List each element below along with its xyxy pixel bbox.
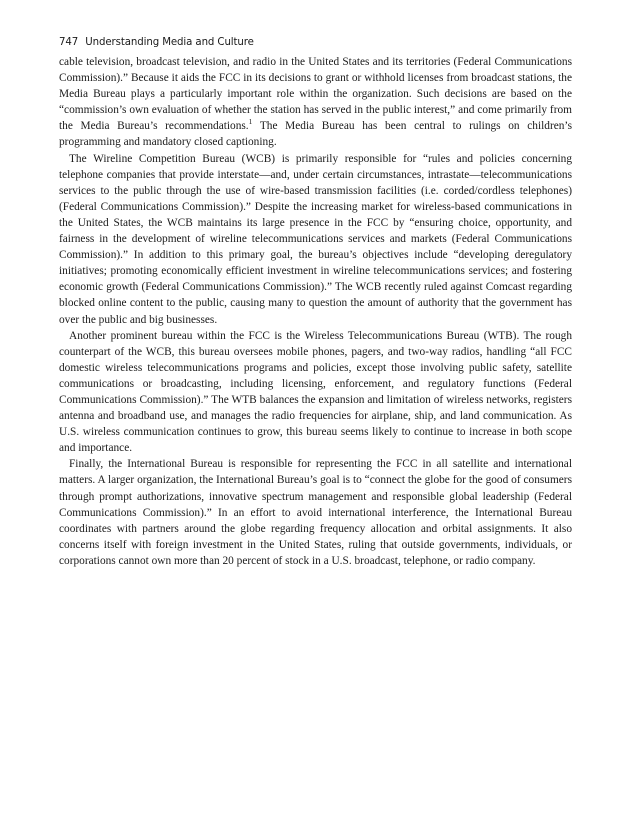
document-page	[59, 36, 572, 569]
paragraph-wireline-bureau: The Wireline Competition Bureau (WCB) is primarily responsible for “rules and policies concerning telephone companies that provide interstate—and, under certain circumstances, intrastate—telecommunications services to the public through the use of wire-based transmission facilities (i.e. corded/cordless telephones) (Federal Communications Commission).” Despite the increasing market for wireless-based communications in the United States, the WCB maintains its large presence in the FCC by “ensuring choice, opportunity, and fairness in the development of wireline telecommunications services and markets (Federal Communications Commission).” In addition to this primary goal, the bureau’s objectives include “developing deregulatory initiatives; promoting economically efficient investment in wireline telecommunications services; and fostering economic growth (Federal Communications Commission).” The WCB recently ruled against Comcast regarding blocked online content to the public, causing many to question the amount of authority that the government has over the public and big businesses.	[59, 152, 572, 326]
book-title: Understanding Media and Culture	[85, 37, 254, 48]
paragraph-international-bureau: Finally, the International Bureau is responsible for representing the FCC in all satellite and international matters. A larger organization, the International Bureau’s goal is to “connect the globe for the good of consumers through prompt authorizations, innovative spectrum management and responsible global leadership (Federal Communications Commission).” In an effort to avoid international interference, the International Bureau coordinates with partners around the globe regarding frequency allocation and orbital assignments. It also concerns itself with foreign investment in the United States, ruling that outside governments, individuals, or corporations cannot own more than 20 percent of stock in a U.S. broadcast, telephone, or radio company.	[59, 458, 572, 567]
paragraph-text: cable television, broadcast television, and radio in the United States and its territories (Federal Communications Commission).” Because it aids the FCC in its decisions to grant or withhold licenses from broadcast stations, the Media Bureau plays a particularly important role within the organization. Such decisions are based on the “commission’s own evaluation of whether the station has served in the public interest,” and come primarily from the Media Bureau’s recommendations.	[59, 56, 572, 133]
running-header	[59, 36, 572, 50]
paragraph-wireless-bureau: Another prominent bureau within the FCC is the Wireless Telecommunications Bureau (WTB). The rough counterpart of the WCB, this bureau oversees mobile phones, pagers, and two-way radios, handling “all FCC domestic wireless telecommunications programs and policies, except those involving public safety, satellite communications or broadcasting, including licensing, enforcement, and regulatory functions (Federal Communications Commission).” The WTB balances the expansion and limitation of wireless networks, registers antenna and broadband use, and manages the radio frequencies for airplane, ship, and land communication. As U.S. wireless communication continues to grow, this bureau seems likely to continue to increase in both scope and importance.	[59, 329, 572, 455]
paragraph-text: The Media Bureau has been central to rulings on children’s programming and mandatory closed captioning.	[59, 120, 572, 149]
page-number: 747	[59, 37, 79, 48]
paragraph-media-bureau	[59, 54, 572, 151]
body-text	[59, 54, 572, 569]
footnote-marker[interactable]: 1	[248, 117, 253, 127]
